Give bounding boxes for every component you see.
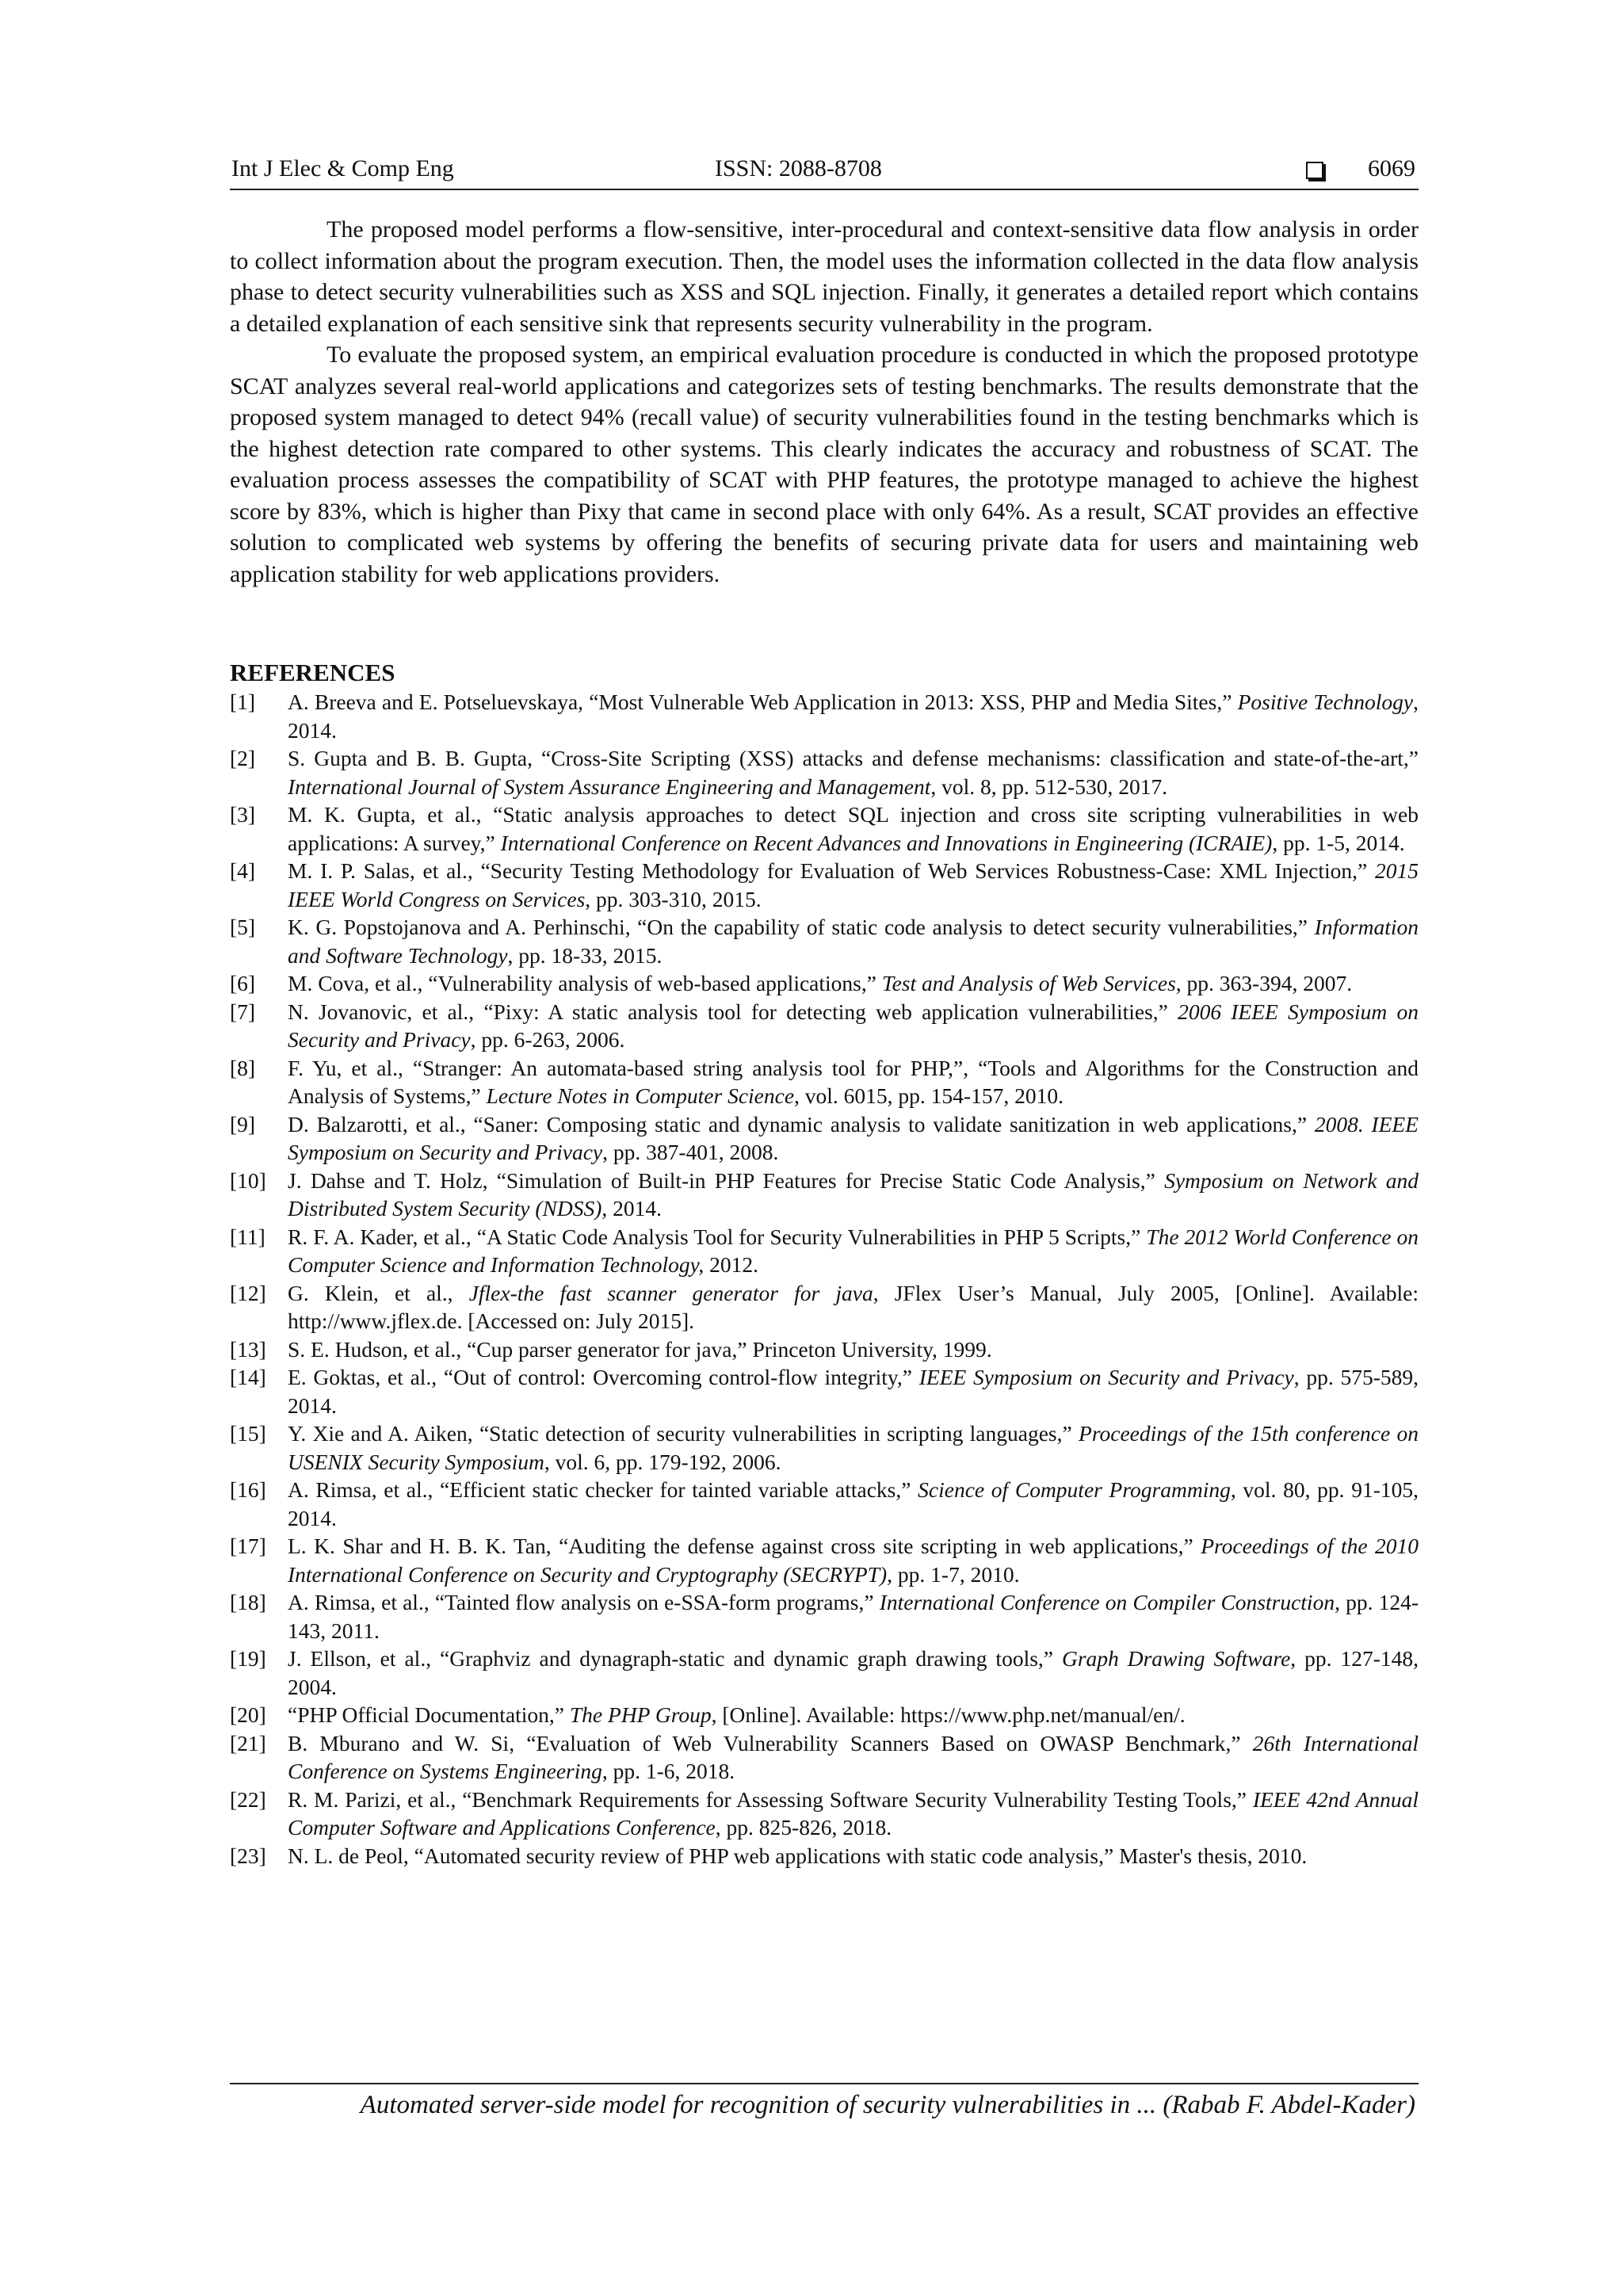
page-number: 6069: [1368, 155, 1415, 181]
reference-item: [230, 969, 1419, 998]
references-heading: REFERENCES: [230, 659, 395, 686]
reference-text: D. Balzarotti, et al., “Saner: Composing static and dynamic analysis to validate sanitization in web applications,”: [288, 1111, 1315, 1137]
reference-number: [18]: [230, 1590, 266, 1614]
reference-item: [230, 1223, 1419, 1279]
paragraph-2: To evaluate the proposed system, an empirical evaluation procedure is conducted in which the proposed prototype SCAT analyzes several real-world applications and categorizes sets of testing benchmarks. The results demonstrate that the proposed system managed to detect 94% (recall value) of security vulnerabilities found in the testing benchmarks which is the highest detection rate compared to other systems. This clearly indicates the accuracy and robustness of SCAT. The evaluation process assesses the compatibility of SCAT with PHP features, the prototype managed to achieve the highest score by 83%, which is higher than Pixy that came in second place with only 64%. As a result, SCAT provides an effective solution to complicated web systems by offering the benefits of securing private data for users and maintaining web application stability for web applications providers.: [230, 342, 1419, 587]
reference-details: , 2014.: [601, 1196, 663, 1221]
reference-venue: The 2012 World Conference on Computer Science and Information Technology,: [288, 1224, 1419, 1277]
reference-venue: International Conference on Recent Advances and Innovations in Engineering (ICRAIE): [500, 830, 1273, 855]
reference-number: [7]: [230, 999, 256, 1024]
reference-text: N. Jovanovic, et al., “Pixy: A static analysis tool for detecting web application vulnerabilities,”: [288, 999, 1178, 1024]
reference-text: S. Gupta and B. B. Gupta, “Cross-Site Scripting (XSS) attacks and defense mechanisms: classification and state-of-the-art,”: [288, 746, 1419, 770]
reference-venue: IEEE Symposium on Security and Privacy: [918, 1365, 1294, 1389]
reference-item: [230, 1110, 1419, 1167]
reference-venue: Science of Computer Programming: [918, 1477, 1231, 1502]
issn: ISSN: 2088-8708: [715, 155, 882, 181]
reference-text: L. K. Shar and H. B. K. Tan, “Auditing the defense against cross site scripting in web applications,”: [288, 1534, 1201, 1558]
paragraph-1: The proposed model performs a flow-sensitive, inter-procedural and context-sensitive data flow analysis in order to collect information about the program execution. Then, the model uses the information collected in the data flow analysis phase to detect security vulnerabilities such as XSS and SQL injection. Finally, it generates a detailed report which contains a detailed explanation of each sensitive sink that represents security vulnerability in the program.: [230, 216, 1419, 337]
reference-details: , pp. 1-6, 2018.: [601, 1759, 735, 1783]
reference-item: [230, 800, 1419, 857]
reference-item: [230, 1701, 1419, 1729]
reference-venue: 2008. IEEE Symposium on Security and Privacy: [288, 1111, 1419, 1164]
reference-details: , pp. 303-310, 2015.: [585, 886, 762, 911]
reference-item: [230, 1167, 1419, 1223]
reference-item: [230, 1532, 1419, 1588]
reference-text: M. K. Gupta, et al., “Static analysis approaches to detect SQL injection and cross site scripting vulnerabilities in web applications: A survey,”: [288, 802, 1419, 855]
reference-venue: Symposium on Network and Distributed System Security (NDSS): [288, 1167, 1419, 1221]
reference-number: [2]: [230, 746, 256, 770]
reference-details: , pp. 825-826, 2018.: [715, 1815, 892, 1839]
reference-number: [22]: [230, 1786, 266, 1812]
reference-text: A. Breeva and E. Potseluevskaya, “Most Vulnerable Web Application in 2013: XSS, PHP and Media Sites,”: [288, 690, 1238, 714]
reference-text: G. Klein, et al.,: [288, 1280, 469, 1305]
reference-item: [230, 1476, 1419, 1532]
reference-text: K. G. Popstojanova and A. Perhinschi, “On the capability of static code analysis to detect security vulnerabilities,”: [288, 915, 1315, 939]
reference-number: [16]: [230, 1477, 266, 1502]
reference-number: [21]: [230, 1730, 266, 1755]
reference-number: [9]: [230, 1111, 256, 1137]
reference-details: , [Online]. Available: https://www.php.net/manual/en/.: [711, 1702, 1186, 1727]
reference-details: pp. 1-7, 2010.: [892, 1561, 1020, 1587]
reference-item: [230, 1645, 1419, 1701]
reference-details: , 2014.: [288, 690, 1419, 743]
reference-venue: Positive Technology: [1237, 690, 1414, 714]
reference-details: , vol. 8, pp. 512-530, 2017.: [930, 774, 1168, 799]
reference-number: [19]: [230, 1646, 266, 1671]
reference-venue: Information and Software Technology: [288, 915, 1419, 968]
reference-list: [230, 688, 1419, 1870]
reference-venue: Jflex-the fast scanner generator for java: [468, 1280, 873, 1305]
reference-number: [6]: [230, 971, 256, 995]
reference-details: 2012.: [704, 1252, 758, 1277]
running-header: [230, 151, 1419, 190]
reference-details: , pp. 575-589, 2014.: [288, 1365, 1419, 1418]
page-content: [230, 151, 1419, 1870]
reference-venue: Proceedings of the 2010 International Conference on Security and Cryptography (SECRYPT),: [288, 1534, 1419, 1587]
reference-venue: Proceedings of the 15th conference on USENIX Security Symposium: [288, 1421, 1419, 1474]
reference-item: [230, 913, 1419, 969]
reference-item: [230, 1419, 1419, 1476]
reference-item: [230, 688, 1419, 744]
reference-venue: 2015 IEEE World Congress on Services: [288, 858, 1419, 911]
reference-item: [230, 1363, 1419, 1419]
reference-text: A. Rimsa, et al., “Efficient static checker for tainted variable attacks,”: [288, 1477, 918, 1502]
reference-details: , vol. 6015, pp. 154-157, 2010.: [794, 1083, 1064, 1108]
reference-details: , pp. 127-148, 2004.: [288, 1646, 1419, 1699]
body-text: [230, 214, 1419, 590]
reference-number: [13]: [230, 1336, 266, 1362]
reference-item: [230, 1842, 1419, 1870]
reference-text: B. Mburano and W. Si, “Evaluation of Web Vulnerability Scanners Based on OWASP Benchmark,”: [288, 1730, 1253, 1755]
reference-item: [230, 1588, 1419, 1645]
reference-item: [230, 744, 1419, 800]
reference-text: E. Goktas, et al., “Out of control: Overcoming control-flow integrity,”: [288, 1365, 919, 1389]
reference-venue: Test and Analysis of Web Services: [881, 971, 1176, 995]
reference-number: [23]: [230, 1843, 266, 1868]
reference-venue: Graph Drawing Software: [1061, 1646, 1291, 1671]
reference-venue: IEEE 42nd Annual Computer Software and Applications Conference: [288, 1786, 1419, 1839]
reference-text: R. M. Parizi, et al., “Benchmark Requirements for Assessing Software Security Vulnerability Testing Tools,”: [288, 1786, 1253, 1812]
square-bullet-icon: [1306, 162, 1323, 179]
reference-details: , pp. 1-5, 2014.: [1272, 830, 1405, 855]
reference-number: [10]: [230, 1167, 266, 1193]
reference-text: Y. Xie and A. Aiken, “Static detection of security vulnerabilities in scripting languages,”: [288, 1421, 1079, 1446]
reference-venue: Lecture Notes in Computer Science: [486, 1083, 795, 1108]
footer-text: Automated server-side model for recognition of security vulnerabilities in ... (Rabab F. Abdel-Kader): [360, 2091, 1415, 2119]
reference-number: [20]: [230, 1702, 266, 1727]
reference-details: , pp. 18-33, 2015.: [507, 942, 663, 968]
reference-item: [230, 1054, 1419, 1110]
running-footer: [230, 2083, 1419, 2120]
reference-number: [14]: [230, 1365, 266, 1389]
reference-number: [17]: [230, 1534, 266, 1558]
reference-text: A. Rimsa, et al., “Tainted flow analysis on e-SSA-form programs,”: [288, 1590, 880, 1614]
reference-number: [15]: [230, 1421, 266, 1446]
reference-details: , pp. 6-263, 2006.: [470, 1027, 625, 1052]
reference-text: J. Ellson, et al., “Graphviz and dynagraph-static and dynamic graph drawing tools,”: [288, 1646, 1062, 1671]
journal-name: Int J Elec & Comp Eng: [231, 155, 454, 181]
reference-number: [4]: [230, 858, 256, 883]
reference-number: [8]: [230, 1055, 256, 1080]
reference-item: [230, 1335, 1419, 1364]
reference-details: , pp. 387-401, 2008.: [602, 1140, 779, 1164]
reference-details: , pp. 363-394, 2007.: [1175, 971, 1353, 995]
reference-number: [1]: [230, 690, 256, 714]
reference-text: M. Cova, et al., “Vulnerability analysis of web-based applications,”: [288, 971, 882, 995]
reference-item: [230, 1786, 1419, 1842]
reference-venue: 26th International Conference on Systems Engineering: [288, 1730, 1419, 1783]
reference-text: M. I. P. Salas, et al., “Security Testing Methodology for Evaluation of Web Services Robustness-Case: XML Injection,”: [288, 858, 1375, 883]
reference-item: [230, 1729, 1419, 1786]
reference-text: S. E. Hudson, et al., “Cup parser generator for java,” Princeton University, 1999.: [288, 1336, 992, 1362]
reference-number: [12]: [230, 1280, 266, 1305]
reference-text: N. L. de Peol, “Automated security review of PHP web applications with static code analysis,” Master's thesis, 2010.: [288, 1843, 1308, 1868]
reference-text: R. F. A. Kader, et al., “A Static Code Analysis Tool for Security Vulnerabilities in PHP 5 Scripts,”: [288, 1224, 1147, 1249]
reference-details: , vol. 80, pp. 91-105, 2014.: [288, 1477, 1419, 1530]
reference-item: [230, 998, 1419, 1054]
reference-venue: The PHP Group: [569, 1702, 712, 1727]
reference-venue: International Conference on Compiler Construction: [879, 1590, 1335, 1614]
reference-details: , vol. 6, pp. 179-192, 2006.: [544, 1449, 781, 1474]
reference-number: [3]: [230, 802, 256, 827]
reference-number: [11]: [230, 1224, 265, 1249]
reference-item: [230, 1279, 1419, 1335]
reference-text: “PHP Official Documentation,”: [288, 1702, 570, 1727]
reference-text: J. Dahse and T. Holz, “Simulation of Built-in PHP Features for Precise Static Code Analysis,”: [288, 1167, 1165, 1193]
reference-number: [5]: [230, 915, 256, 939]
reference-details: , pp. 124-143, 2011.: [288, 1590, 1419, 1643]
reference-item: [230, 857, 1419, 913]
reference-text: F. Yu, et al., “Stranger: An automata-based string analysis tool for PHP,”, “Tools and Algorithms for the Construction and Analysis of Systems,”: [288, 1055, 1419, 1108]
reference-venue: 2006 IEEE Symposium on Security and Privacy: [288, 999, 1419, 1052]
reference-details: , JFlex User’s Manual, July 2005, [Online]. Available: http://www.jflex.de. [Accessed on: July 2015].: [288, 1280, 1419, 1333]
reference-venue: International Journal of System Assurance Engineering and Management: [288, 774, 931, 799]
